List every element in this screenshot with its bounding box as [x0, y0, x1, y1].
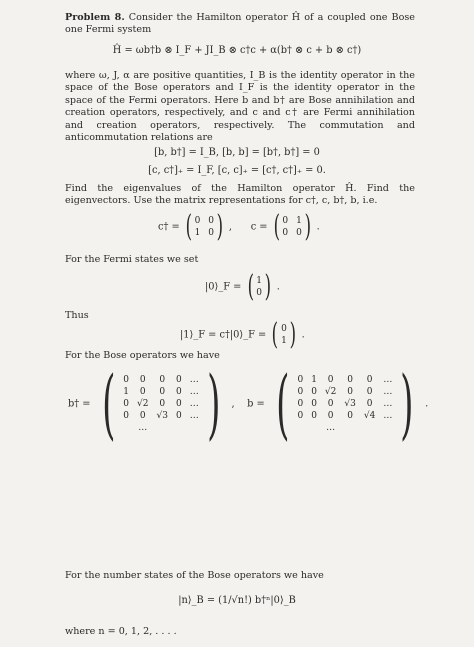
fermi-states-text: For the Fermi states we set: [65, 254, 199, 265]
matrix-entry: 0: [347, 410, 353, 421]
matrix-entry: 0: [175, 374, 182, 385]
matrix-entry: [190, 423, 199, 434]
where-n-text: where n = 0, 1, 2, . . . .: [65, 626, 177, 637]
matrix-entry: 0: [123, 374, 130, 385]
matrix-entry: 0: [175, 398, 182, 409]
matrix-entry: 0: [282, 227, 289, 238]
zero-fermi-state: |0⟩_F = ( 1 0 ) .: [205, 269, 280, 304]
matrix-entry: 0: [282, 215, 289, 226]
matrix-entry: [364, 423, 375, 434]
matrix-entry: [123, 423, 129, 434]
intro-text: Consider the Hamilton operator Ĥ of a coupled one Bose one Fermi system: [65, 12, 415, 36]
matrix-entry: 0: [347, 386, 353, 397]
bdag-label: b† =: [68, 398, 91, 410]
c-matrix: ( 0 1 0 0 ): [273, 209, 311, 244]
matrix-entry: 0: [139, 410, 146, 421]
matrix-entry: [311, 423, 317, 434]
matrix-entry: 1: [311, 374, 317, 385]
matrix-entry: [383, 423, 392, 434]
one-fermi-state: |1⟩_F = c†|0⟩_F = ( 0 1 ) .: [180, 317, 305, 352]
oneF-label: |1⟩_F = c†|0⟩_F =: [180, 329, 267, 341]
matrix-entry: 0: [297, 410, 304, 421]
number-states-text: For the number states of the Bose operators we have: [65, 570, 324, 581]
matrix-entry: √3: [344, 398, 356, 409]
b-label: b =: [247, 398, 265, 410]
matrix-entry: 0: [208, 215, 215, 226]
hamiltonian-equation: Ĥ = ωb†b ⊗ I_F + JI_B ⊗ c†c + α(b† ⊗ c + b ⊗ c†): [112, 45, 362, 56]
thus-text: Thus: [65, 310, 89, 321]
commutation-relations: [b, b†] = I_B, [b, b] = [b†, b†] = 0: [154, 147, 320, 158]
matrix-entry: 1: [194, 227, 201, 238]
matrix-entry: 0: [366, 398, 373, 409]
matrix-entry: 0: [139, 386, 146, 397]
anticommutation-relations: [c, c†]₊ = I_F, [c, c]₊ = [c†, c†]₊ = 0.: [148, 165, 326, 176]
matrix-entry: 0: [297, 386, 304, 397]
matrix-entry: …: [383, 410, 393, 421]
bose-matrices: b† = ( 0 0 0 0 … 1 0 0 0 … 0 √2 0 0 … 0 0 √3 0 … … ) , b = ( 0 1 0 0 0 … 0 0 √2 0 0 … 0 0 0 √3 0 … 0 0 0 0 √4 … … ) .: [68, 359, 429, 448]
matrix-entry: √2: [324, 386, 337, 397]
matrix-entry: [297, 423, 303, 434]
matrix-entry: [156, 423, 167, 434]
cdag-label: c† =: [158, 221, 180, 233]
matrix-entry: …: [383, 386, 393, 397]
matrix-entry: 0: [281, 323, 287, 334]
fermi-matrices: c† = ( 0 0 1 0 ) , c = ( 0 1 0 0 ) .: [158, 209, 320, 244]
matrix-entry: 0: [297, 398, 304, 409]
matrix-entry: 0: [123, 410, 130, 421]
matrix-entry: √3: [156, 410, 168, 421]
oneF-vector: ( 0 1 ): [272, 317, 296, 352]
paragraph-definitions: where ω, J, α are positive quantities, I_B is the identity operator in the space of the Bose operators and I_F is the identity operator in the space of the Fermi operators. Here b and b† are Bose annihilation and creation operators, respectively, and c and c† are Fermi annihilation and creation operators, respectively. The commutation and anticommutation relations are: [65, 70, 415, 144]
matrix-entry: …: [189, 398, 199, 409]
bdag-matrix: ( 0 0 0 0 … 1 0 0 0 … 0 √2 0 0 … 0 0 √3 0 … … ): [101, 359, 221, 448]
matrix-entry: 0: [159, 386, 166, 397]
cdag-matrix: ( 0 0 1 0 ): [185, 209, 224, 244]
matrix-entry: …: [189, 374, 199, 385]
matrix-entry: 0: [159, 398, 166, 409]
matrix-entry: …: [138, 422, 148, 433]
matrix-entry: 0: [311, 386, 317, 397]
matrix-entry: …: [383, 374, 393, 385]
zeroF-vector: ( 1 0 ): [247, 269, 272, 304]
problem-intro: [65, 12, 415, 37]
matrix-entry: 0: [347, 374, 353, 385]
bose-operators-text: For the Bose operators we have: [65, 350, 220, 361]
matrix-entry: 1: [256, 275, 262, 286]
matrix-entry: …: [189, 386, 199, 397]
matrix-entry: [176, 423, 182, 434]
matrix-entry: 0: [311, 398, 317, 409]
matrix-entry: 1: [281, 335, 287, 346]
matrix-entry: 0: [297, 374, 304, 385]
matrix-entry: 0: [296, 227, 302, 238]
matrix-entry: 0: [311, 410, 317, 421]
matrix-entry: 0: [327, 410, 334, 421]
matrix-entry: 0: [327, 398, 334, 409]
matrix-entry: √2: [137, 398, 149, 409]
matrix-entry: 0: [194, 215, 201, 226]
matrix-entry: 1: [123, 386, 130, 397]
matrix-entry: 0: [123, 398, 130, 409]
b-matrix: ( 0 1 0 0 0 … 0 0 √2 0 0 … 0 0 0 √3 0 … 0 0 0 0 √4 … … ): [275, 359, 414, 448]
matrix-entry: 0: [366, 374, 373, 385]
matrix-entry: 0: [175, 410, 182, 421]
matrix-entry: 0: [208, 227, 215, 238]
matrix-entry: 0: [175, 386, 182, 397]
matrix-entry: 0: [327, 374, 334, 385]
matrix-entry: 1: [296, 215, 302, 226]
paragraph-task: Find the eigenvalues of the Hamilton operator Ĥ. Find the eigenvectors. Use the matrix representations for c†, c, b†, b, i.e.: [65, 183, 415, 207]
matrix-entry: …: [383, 398, 393, 409]
matrix-entry: 0: [366, 386, 373, 397]
matrix-entry: 0: [139, 374, 146, 385]
c-label: c =: [250, 221, 268, 233]
matrix-entry: 0: [159, 374, 166, 385]
matrix-entry: …: [189, 410, 199, 421]
matrix-entry: √4: [363, 410, 376, 421]
matrix-entry: 0: [256, 287, 262, 298]
number-state-equation: |n⟩_B = (1/√n!) b†ⁿ|0⟩_B: [178, 595, 296, 606]
matrix-entry: …: [326, 422, 336, 433]
problem-label: Problem 8.: [65, 12, 125, 23]
matrix-entry: [344, 423, 355, 434]
zeroF-label: |0⟩_F =: [205, 281, 242, 293]
